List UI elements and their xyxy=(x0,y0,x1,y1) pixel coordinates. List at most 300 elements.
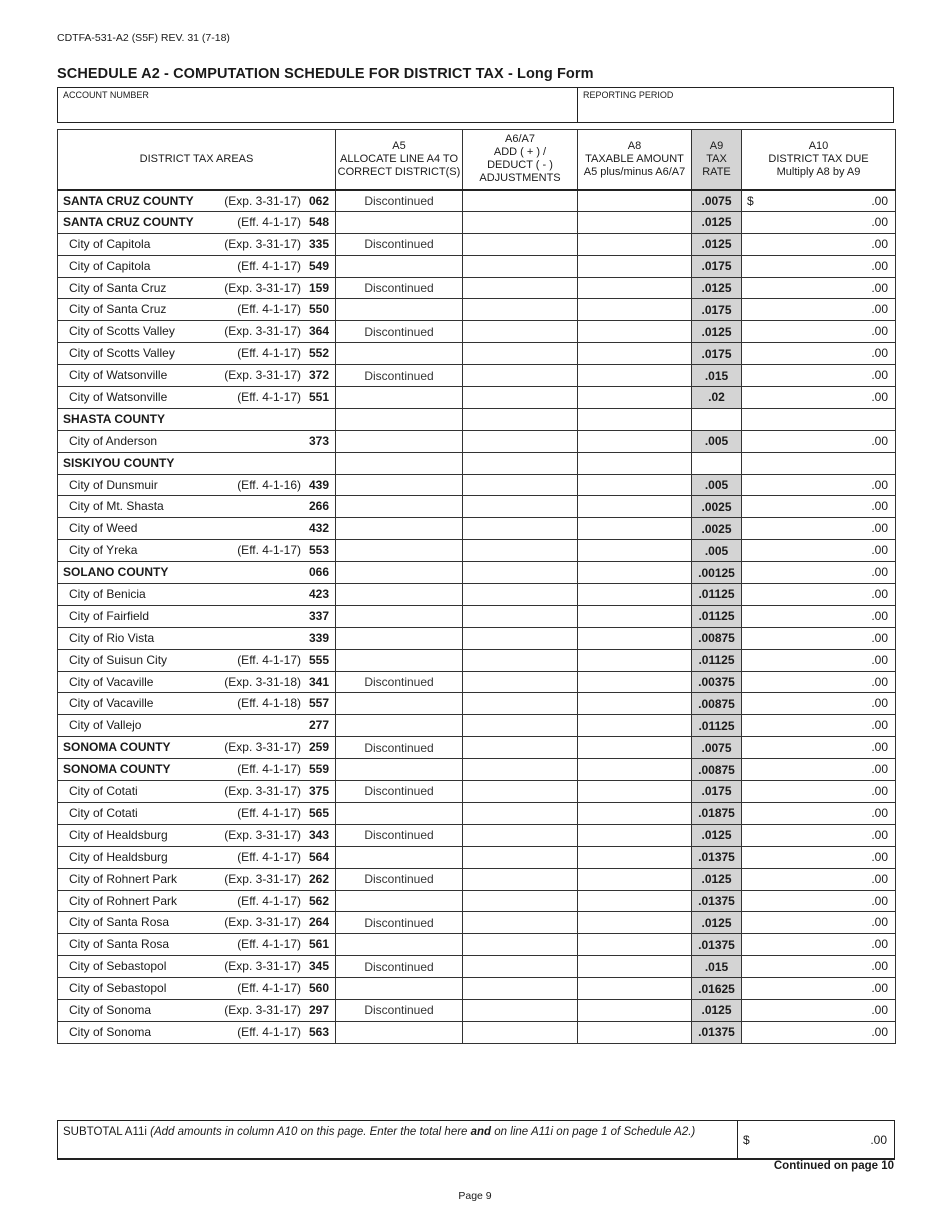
a6-adjust-field[interactable] xyxy=(463,365,578,387)
a5-allocate-field: Discontinued xyxy=(336,999,463,1021)
a8-taxable-field[interactable] xyxy=(578,233,692,255)
a9-tax-rate: .0175 xyxy=(692,343,742,365)
a5-allocate-field: Discontinued xyxy=(336,868,463,890)
a9-tax-rate: .0125 xyxy=(692,999,742,1021)
district-code: 159 xyxy=(308,280,329,295)
a8-taxable-field[interactable] xyxy=(578,671,692,693)
a6-adjust-field[interactable] xyxy=(463,299,578,321)
district-code: 559 xyxy=(308,762,329,777)
a5-allocate-field[interactable] xyxy=(336,846,463,868)
district-area xyxy=(58,233,336,255)
district-date: (Eff. 4-1-17) xyxy=(237,390,301,405)
a5-allocate-field[interactable] xyxy=(336,934,463,956)
table-row xyxy=(58,211,896,233)
a5-allocate-field[interactable] xyxy=(336,496,463,518)
a9-tax-rate: .0175 xyxy=(692,299,742,321)
a10-tax-due-field[interactable]: .00 xyxy=(742,496,896,518)
table-row xyxy=(58,890,896,912)
district-date: (Exp. 3-31-17) xyxy=(224,280,301,295)
district-code: 372 xyxy=(308,368,329,383)
table-row xyxy=(58,1021,896,1043)
a5-allocate-field[interactable] xyxy=(336,715,463,737)
a9-tax-rate: .00125 xyxy=(692,562,742,584)
a8-taxable-field[interactable] xyxy=(578,365,692,387)
a6-adjust-field[interactable] xyxy=(463,387,578,409)
district-code: 565 xyxy=(308,805,329,820)
table-row xyxy=(58,802,896,824)
a6-adjust-field[interactable] xyxy=(463,321,578,343)
a8-taxable-field[interactable] xyxy=(578,562,692,584)
a5-allocate-field[interactable] xyxy=(336,299,463,321)
a6-adjust-field[interactable] xyxy=(463,824,578,846)
district-area xyxy=(58,343,336,365)
a5-allocate-field: Discontinued xyxy=(336,912,463,934)
a8-taxable-field[interactable] xyxy=(578,321,692,343)
a5-allocate-field: Discontinued xyxy=(336,190,463,212)
table-row xyxy=(58,540,896,562)
a8-taxable-field[interactable] xyxy=(578,978,692,1000)
district-name: City of Santa Rosa xyxy=(69,915,170,930)
district-code: 548 xyxy=(308,214,329,229)
a10-tax-due-field[interactable]: .00 xyxy=(742,956,896,978)
district-code: 375 xyxy=(308,784,329,799)
a5-allocate-field[interactable] xyxy=(336,255,463,277)
a8-taxable-field[interactable] xyxy=(578,211,692,233)
district-code: 551 xyxy=(308,390,329,405)
district-area xyxy=(58,321,336,343)
district-area xyxy=(58,693,336,715)
district-code: 564 xyxy=(308,849,329,864)
district-code: 432 xyxy=(308,521,329,536)
a6-adjust-field[interactable] xyxy=(463,934,578,956)
district-name: SANTA CRUZ COUNTY xyxy=(63,214,194,229)
a5-allocate-field[interactable] xyxy=(336,759,463,781)
district-date: (Exp. 3-31-18) xyxy=(224,674,301,689)
district-area xyxy=(58,978,336,1000)
a8-taxable-field[interactable] xyxy=(578,387,692,409)
district-code: 364 xyxy=(308,324,329,339)
a10-tax-due-field[interactable]: .00 xyxy=(742,387,896,409)
table-row xyxy=(58,321,896,343)
a9-tax-rate: .0075 xyxy=(692,190,742,212)
table-row xyxy=(58,277,896,299)
district-area xyxy=(58,715,336,737)
table-row xyxy=(58,255,896,277)
a8-taxable-field[interactable] xyxy=(578,824,692,846)
a10-tax-due-field[interactable]: .00 xyxy=(742,562,896,584)
a5-allocate-field: Discontinued xyxy=(336,233,463,255)
a6-adjust-field[interactable] xyxy=(463,868,578,890)
district-code: 066 xyxy=(308,565,329,580)
a8-taxable-field[interactable] xyxy=(578,999,692,1021)
a5-allocate-field[interactable] xyxy=(336,387,463,409)
a5-allocate-field[interactable] xyxy=(336,474,463,496)
a8-taxable-field[interactable] xyxy=(578,846,692,868)
a10-tax-due-field[interactable]: .00 xyxy=(742,934,896,956)
a6-adjust-field[interactable] xyxy=(463,430,578,452)
a5-allocate-field: Discontinued xyxy=(336,824,463,846)
a10-tax-due-field[interactable]: .00 xyxy=(742,868,896,890)
district-name: City of Healdsburg xyxy=(69,849,168,864)
a9-tax-rate: .0125 xyxy=(692,912,742,934)
district-area xyxy=(58,584,336,606)
a6-adjust-field[interactable] xyxy=(463,343,578,365)
district-area xyxy=(58,540,336,562)
a6-adjust-field[interactable] xyxy=(463,255,578,277)
page-number: Page 9 xyxy=(458,1190,492,1202)
a10-tax-due-field[interactable]: .00 xyxy=(742,912,896,934)
a8-taxable-field[interactable] xyxy=(578,584,692,606)
district-code: 553 xyxy=(308,543,329,558)
district-date: (Exp. 3-31-17) xyxy=(224,740,301,755)
a8-taxable-field[interactable] xyxy=(578,496,692,518)
a5-allocate-field[interactable] xyxy=(336,890,463,912)
a10-tax-due-field[interactable]: .00 xyxy=(742,824,896,846)
district-area xyxy=(58,365,336,387)
subtotal-row xyxy=(57,1120,895,1160)
a10-tax-due-field[interactable]: .00 xyxy=(742,671,896,693)
district-date: (Eff. 4-1-17) xyxy=(237,849,301,864)
a9-tax-rate: .0125 xyxy=(692,277,742,299)
a5-allocate-field[interactable] xyxy=(336,627,463,649)
a8-taxable-field[interactable] xyxy=(578,255,692,277)
a5-allocate-field[interactable] xyxy=(336,584,463,606)
district-name: City of Vacaville xyxy=(69,674,154,689)
a9-tax-rate: .0175 xyxy=(692,255,742,277)
a10-tax-due-field[interactable]: .00 xyxy=(742,693,896,715)
a10-tax-due-field[interactable]: .00 xyxy=(742,605,896,627)
a10-tax-due-field[interactable]: .00 xyxy=(742,277,896,299)
district-area xyxy=(58,759,336,781)
district-date: (Exp. 3-31-17) xyxy=(224,915,301,930)
a10-tax-due-field[interactable]: .00 xyxy=(742,233,896,255)
a8-taxable-field[interactable] xyxy=(578,868,692,890)
county-name: SISKIYOU COUNTY xyxy=(58,452,336,474)
district-date: (Exp. 3-31-17) xyxy=(224,368,301,383)
a8-taxable-field[interactable] xyxy=(578,474,692,496)
a5-allocate-field[interactable] xyxy=(336,211,463,233)
district-area xyxy=(58,627,336,649)
a8-taxable-field[interactable] xyxy=(578,649,692,671)
a6-adjust-field[interactable] xyxy=(463,627,578,649)
a10-tax-due-field[interactable]: .00 xyxy=(742,846,896,868)
a10-tax-due-field[interactable]: .00 xyxy=(742,890,896,912)
a6-adjust-field[interactable] xyxy=(463,190,578,212)
district-area xyxy=(58,934,336,956)
a10-tax-due-field[interactable]: .00 xyxy=(742,715,896,737)
district-name: City of Sonoma xyxy=(69,1002,152,1017)
continued-note: Continued on page 10 xyxy=(773,1160,894,1172)
a8-taxable-field[interactable] xyxy=(578,890,692,912)
a8-taxable-field[interactable] xyxy=(578,715,692,737)
a5-allocate-field[interactable] xyxy=(336,649,463,671)
district-name: City of Capitola xyxy=(69,258,151,273)
district-code: 262 xyxy=(308,871,329,886)
a9-tax-rate: .01375 xyxy=(692,846,742,868)
a5-allocate-field[interactable] xyxy=(336,693,463,715)
a6-adjust-field[interactable] xyxy=(463,584,578,606)
a6-adjust-field[interactable] xyxy=(463,759,578,781)
a6-adjust-field[interactable] xyxy=(463,277,578,299)
a6-adjust-field[interactable] xyxy=(463,649,578,671)
a10-tax-due-field[interactable]: .00 xyxy=(742,978,896,1000)
a9-tax-rate: .0125 xyxy=(692,868,742,890)
a9-tax-rate: .01375 xyxy=(692,934,742,956)
district-date: (Exp. 3-31-17) xyxy=(224,1002,301,1017)
a5-allocate-field: Discontinued xyxy=(336,737,463,759)
a10-tax-due-field[interactable]: .00 xyxy=(742,299,896,321)
district-code: 560 xyxy=(308,981,329,996)
table-row xyxy=(58,299,896,321)
a8-taxable-field[interactable] xyxy=(578,627,692,649)
a10-tax-due-field[interactable]: .00 xyxy=(742,802,896,824)
district-area xyxy=(58,781,336,803)
a6-adjust-field[interactable] xyxy=(463,1021,578,1043)
a10-tax-due-field[interactable]: .00 xyxy=(742,759,896,781)
table-row xyxy=(58,387,896,409)
district-code: 552 xyxy=(308,346,329,361)
a10-tax-due-field[interactable]: .00 xyxy=(742,584,896,606)
header-a8: A8 TAXABLE AMOUNT A5 plus/minus A6/A7 xyxy=(578,130,692,190)
district-code: 259 xyxy=(308,740,329,755)
district-name: City of Mt. Shasta xyxy=(69,499,164,514)
reporting-period-field[interactable] xyxy=(578,88,893,122)
a10-tax-due-field[interactable]: .00 xyxy=(742,518,896,540)
table-row xyxy=(58,627,896,649)
a10-tax-due-field[interactable]: .00 xyxy=(742,211,896,233)
district-area xyxy=(58,430,336,452)
a8-taxable-field[interactable] xyxy=(578,781,692,803)
table-row xyxy=(58,978,896,1000)
a6-adjust-field[interactable] xyxy=(463,605,578,627)
district-code: 563 xyxy=(308,1024,329,1039)
a8-taxable-field[interactable] xyxy=(578,277,692,299)
a8-taxable-field[interactable] xyxy=(578,934,692,956)
a9-tax-rate: .00875 xyxy=(692,759,742,781)
district-name: City of Watsonville xyxy=(69,368,168,383)
district-name: City of Rio Vista xyxy=(69,630,155,645)
a6-adjust-field[interactable] xyxy=(463,737,578,759)
district-date: (Exp. 3-31-17) xyxy=(224,193,301,208)
district-name: City of Scotts Valley xyxy=(69,324,175,339)
county-name: SHASTA COUNTY xyxy=(58,408,336,430)
page-title: SCHEDULE A2 - COMPUTATION SCHEDULE FOR DISTRICT TAX - Long Form xyxy=(57,66,594,82)
a9-tax-rate: .01125 xyxy=(692,715,742,737)
a9-tax-rate: .0025 xyxy=(692,496,742,518)
a8-taxable-field[interactable] xyxy=(578,1021,692,1043)
a10-tax-due-field[interactable]: .00 xyxy=(742,365,896,387)
a6-adjust-field[interactable] xyxy=(463,846,578,868)
district-area xyxy=(58,649,336,671)
a10-tax-due-field[interactable]: .00 xyxy=(742,430,896,452)
a9-tax-rate: .015 xyxy=(692,956,742,978)
a5-allocate-field[interactable] xyxy=(336,1021,463,1043)
account-number-field[interactable] xyxy=(58,88,578,122)
a9-tax-rate: .01625 xyxy=(692,978,742,1000)
district-date: (Eff. 4-1-17) xyxy=(237,893,301,908)
a8-taxable-field[interactable] xyxy=(578,343,692,365)
table-row xyxy=(58,846,896,868)
a10-tax-due-field[interactable]: .00 xyxy=(742,737,896,759)
a5-allocate-field: Discontinued xyxy=(336,365,463,387)
a9-tax-rate: .01375 xyxy=(692,1021,742,1043)
a9-tax-rate: .01125 xyxy=(692,649,742,671)
a6-adjust-field[interactable] xyxy=(463,474,578,496)
a8-taxable-field[interactable] xyxy=(578,540,692,562)
table-row xyxy=(58,233,896,255)
a9-tax-rate: .0125 xyxy=(692,321,742,343)
a6-adjust-field[interactable] xyxy=(463,233,578,255)
district-date: (Eff. 4-1-17) xyxy=(237,543,301,558)
district-area xyxy=(58,868,336,890)
a10-tax-due-field[interactable]: .00 xyxy=(742,343,896,365)
table-row xyxy=(58,190,896,212)
a9-tax-rate: .0075 xyxy=(692,737,742,759)
a8-taxable-field[interactable] xyxy=(578,759,692,781)
a5-allocate-field: Discontinued xyxy=(336,321,463,343)
district-area xyxy=(58,190,336,212)
subtotal-amount-field[interactable]: $ .00 xyxy=(743,1133,887,1147)
a10-tax-due-field[interactable]: .00 xyxy=(742,540,896,562)
a10-tax-due-field[interactable]: .00 xyxy=(742,781,896,803)
district-date: (Exp. 3-31-17) xyxy=(224,236,301,251)
a8-taxable-field[interactable] xyxy=(578,299,692,321)
a6-adjust-field[interactable] xyxy=(463,211,578,233)
a10-tax-due-field[interactable]: .00 xyxy=(742,474,896,496)
a9-tax-rate: .02 xyxy=(692,387,742,409)
table-row xyxy=(58,868,896,890)
district-name: City of Weed xyxy=(69,521,138,536)
a6-adjust-field[interactable] xyxy=(463,496,578,518)
a10-tax-due-field[interactable]: .00 xyxy=(742,255,896,277)
table-row xyxy=(58,715,896,737)
a8-taxable-field[interactable] xyxy=(578,956,692,978)
a6-adjust-field[interactable] xyxy=(463,999,578,1021)
district-code: 423 xyxy=(308,587,329,602)
a8-taxable-field[interactable] xyxy=(578,518,692,540)
a6-adjust-field[interactable] xyxy=(463,781,578,803)
a8-taxable-field[interactable] xyxy=(578,430,692,452)
a9-tax-rate: .01375 xyxy=(692,890,742,912)
a8-taxable-field[interactable] xyxy=(578,190,692,212)
district-code: 555 xyxy=(308,652,329,667)
a8-taxable-field[interactable] xyxy=(578,605,692,627)
a10-tax-due-field[interactable]: $ .00 xyxy=(742,190,896,212)
a6-adjust-field[interactable] xyxy=(463,912,578,934)
table-row xyxy=(58,343,896,365)
district-code: 337 xyxy=(308,608,329,623)
a6-adjust-field[interactable] xyxy=(463,671,578,693)
district-name: City of Santa Rosa xyxy=(69,937,170,952)
district-area xyxy=(58,912,336,934)
account-info-box xyxy=(57,87,894,123)
district-date: (Eff. 4-1-16) xyxy=(237,477,301,492)
a5-allocate-field[interactable] xyxy=(336,343,463,365)
district-name: City of Healdsburg xyxy=(69,827,168,842)
a9-tax-rate: .00875 xyxy=(692,627,742,649)
a5-allocate-field: Discontinued xyxy=(336,277,463,299)
district-date: (Eff. 4-1-17) xyxy=(237,652,301,667)
district-name: City of Sonoma xyxy=(69,1024,152,1039)
table-row xyxy=(58,430,896,452)
a9-tax-rate: .01125 xyxy=(692,584,742,606)
table-row xyxy=(58,693,896,715)
a6-adjust-field[interactable] xyxy=(463,518,578,540)
district-name: City of Santa Cruz xyxy=(69,302,167,317)
a9-tax-rate: .0125 xyxy=(692,211,742,233)
district-code: 550 xyxy=(308,302,329,317)
district-date: (Eff. 4-1-17) xyxy=(237,805,301,820)
table-row xyxy=(58,824,896,846)
district-date: (Exp. 3-31-17) xyxy=(224,784,301,799)
a6-adjust-field[interactable] xyxy=(463,540,578,562)
a6-adjust-field[interactable] xyxy=(463,956,578,978)
district-area xyxy=(58,846,336,868)
a8-taxable-field[interactable] xyxy=(578,693,692,715)
district-code: 297 xyxy=(308,1002,329,1017)
district-area xyxy=(58,802,336,824)
a5-allocate-field[interactable] xyxy=(336,540,463,562)
district-date: (Exp. 3-31-17) xyxy=(224,827,301,842)
a10-tax-due-field[interactable]: .00 xyxy=(742,999,896,1021)
district-area xyxy=(58,824,336,846)
a10-tax-due-field[interactable]: .00 xyxy=(742,321,896,343)
a6-adjust-field[interactable] xyxy=(463,562,578,584)
county-header-row xyxy=(58,408,896,430)
form-id: CDTFA-531-A2 (S5F) REV. 31 (7-18) xyxy=(57,32,230,44)
district-code: 439 xyxy=(308,477,329,492)
district-date: (Eff. 4-1-17) xyxy=(237,346,301,361)
a6-adjust-field[interactable] xyxy=(463,890,578,912)
account-number-label: ACCOUNT NUMBER xyxy=(63,90,149,100)
a9-tax-rate: .01875 xyxy=(692,802,742,824)
a6-adjust-field[interactable] xyxy=(463,802,578,824)
district-name: City of Fairfield xyxy=(69,608,150,623)
table-row xyxy=(58,759,896,781)
a8-taxable-field[interactable] xyxy=(578,912,692,934)
a10-tax-due-field[interactable]: .00 xyxy=(742,627,896,649)
a5-allocate-field[interactable] xyxy=(336,430,463,452)
a6-adjust-field[interactable] xyxy=(463,693,578,715)
a8-taxable-field[interactable] xyxy=(578,802,692,824)
a5-allocate-field[interactable] xyxy=(336,802,463,824)
a8-taxable-field[interactable] xyxy=(578,737,692,759)
district-area xyxy=(58,299,336,321)
a6-adjust-field[interactable] xyxy=(463,978,578,1000)
district-date: (Eff. 4-1-17) xyxy=(237,302,301,317)
a5-allocate-field[interactable] xyxy=(336,518,463,540)
a10-tax-due-field[interactable]: .00 xyxy=(742,649,896,671)
district-code: 339 xyxy=(308,630,329,645)
district-code: 343 xyxy=(308,827,329,842)
district-area xyxy=(58,496,336,518)
a5-allocate-field[interactable] xyxy=(336,978,463,1000)
a5-allocate-field[interactable] xyxy=(336,562,463,584)
district-date: (Eff. 4-1-17) xyxy=(237,981,301,996)
a10-tax-due-field[interactable]: .00 xyxy=(742,1021,896,1043)
district-name: City of Vallejo xyxy=(69,718,142,733)
a6-adjust-field[interactable] xyxy=(463,715,578,737)
header-a5: A5 ALLOCATE LINE A4 TO CORRECT DISTRICT(S) xyxy=(336,130,463,190)
county-header-row xyxy=(58,452,896,474)
a5-allocate-field[interactable] xyxy=(336,605,463,627)
district-name: City of Anderson xyxy=(69,433,158,448)
district-code: 557 xyxy=(308,696,329,711)
header-area: DISTRICT TAX AREAS xyxy=(58,130,336,190)
district-code: 562 xyxy=(308,893,329,908)
district-date: (Eff. 4-1-17) xyxy=(237,1024,301,1039)
district-name: City of Vacaville xyxy=(69,696,154,711)
